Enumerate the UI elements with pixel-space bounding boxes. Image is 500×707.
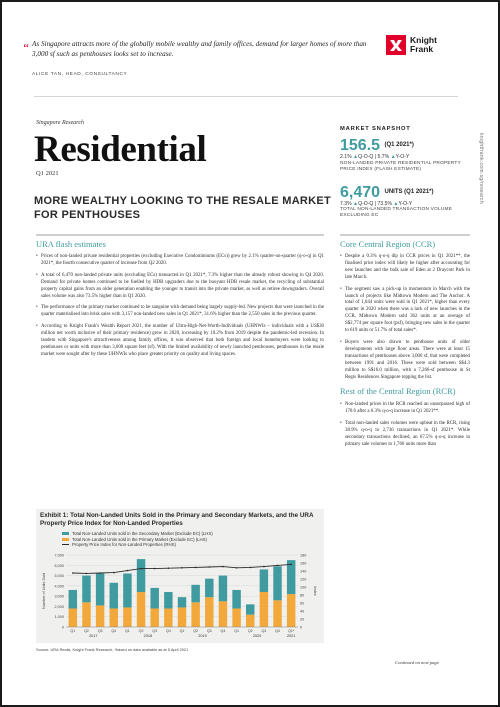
y-tick-label: 1,000 [54,615,64,620]
up-arrow-icon: ▲ [353,200,359,207]
paragraph: • Non-landed prices in the RCR reached an unsurpassed high of 170.6 after a 6.3% q-o-q increase in Q1 2021**. [340,402,470,416]
paragraph: • According to Knight Frank's Wealth Report 2021, the number of Ultra-High-Net-Worth-Individuals (UHNWIs – individuals with a US$30 million net worth inclusive of their primary residence) grew in 2020, increasing by 10.2% from 2019 despite the pandemic-led recession. In tandem with Singapore's attractiveness among family offices, it was observed that both foreign and local homebuyers were looking to penthouses or units with more than 3,000 square feet (sf). With the limited availability of newly launched penthouses, penthouses in the resale market were sought after by these UHNWIs who place greater priority on quality and living spaces. [36,324,324,359]
y-tick-label: 3,000 [54,594,64,599]
x-tick-label: Q3 [97,629,103,633]
index-point [277,565,279,567]
logo-mark-icon [386,35,406,55]
chart-source: Source: URA Realis, Knight Frank Research, *based on data available as at 5 April 2021 [36,647,189,652]
price-index-qoq: 2.1% [340,154,352,160]
y2-tick-label: 100 [300,585,307,590]
bar-primary [287,594,295,627]
snapshot-price-index [340,137,472,154]
y-tick-label: 5,000 [54,574,64,579]
bar-secondary [69,590,77,609]
chart-canvas [36,509,324,643]
units-yoy: 73.5% [377,200,392,207]
y-tick-label: 6,000 [54,563,64,568]
logo-word-frank: Frank [410,44,434,54]
bar-primary [123,607,131,627]
y-tick-label: 2,000 [54,604,64,609]
snapshot-title: MARKET SNAPSHOT [340,126,411,132]
units-sold-caption: TOTAL NON-LANDED TRANSACTION VOLUME EXCLUDING EC [340,207,453,218]
price-index-yoy: 5.7% [377,154,390,160]
legend-item-index [62,542,213,548]
units-sold-change: 7.3% ▲Q-O-Q | 73.5% ▲Y-O-Y [340,200,413,207]
units-qoq: 7.3% [340,200,352,207]
index-point [154,568,156,570]
index-point [113,572,115,574]
x-tick-label: Q2 [193,629,199,633]
y2-tick-label: 60 [300,601,305,606]
bar-secondary [232,590,240,609]
bar-primary [205,597,213,627]
index-point [290,564,292,566]
side-url-text[interactable]: knightfrank.com.sg/research [478,133,484,204]
report-period: Q1 2021 [36,170,59,177]
bar-secondary [96,574,104,606]
x-tick-label: Q4 [165,629,171,633]
up-arrow-icon: ▲ [390,154,396,160]
index-point [181,567,183,569]
x-tick-label: Q4 [111,629,117,633]
bar-primary [150,608,158,627]
logo-wordmark [410,36,437,54]
bar-secondary [287,560,295,594]
paragraph: • Total non-landed sales volumes were upbeat in the RCR, rising 38.9% q-o-q to 2,736 transactions in Q1 2021*. While secondary transactions declined, an 67.5% q-o-q increase in primary sale volumes to 1,766 units more than [340,421,470,449]
legend-label: Total Non-Landed Units sold in the Primary Market (Exclude EC) (LHS) [72,536,207,542]
report-title: Residential [34,129,207,170]
bar-secondary [150,588,158,609]
legend-label: Total Non-Landed Units sold in the Secondary Market (Exclude EC) (LHS) [72,531,213,536]
x-tick-label: Q3 [206,629,212,633]
section-divider [36,234,324,236]
bar-primary [69,608,77,627]
bar-secondary [123,574,131,608]
y-tick-label: 0 [61,625,64,630]
bar-secondary [191,585,199,602]
legend-swatch [62,544,69,545]
index-point [208,566,210,568]
quote-block [14,30,394,92]
x-year-label: 2018 [143,634,153,638]
paragraph: • Despite a 0.3% q-o-q dip in CCR prices in Q1 2021**, the finalised price index will likely be higher after accounting for new launches and the bulk sale of Eden at 2 Draycott Park in late March. [340,254,470,282]
section-divider [340,234,470,236]
index-point [222,566,224,568]
y2-tick-label: 160 [300,561,307,566]
yoy-label: Y-O-Y [395,154,410,160]
left-column [36,254,324,364]
index-point [236,567,238,569]
y2-tick-label: 140 [300,569,307,574]
y2-tick-label: 0 [300,625,303,630]
y2-tick-label: 20 [300,617,305,622]
paragraph: • The segment saw a pick-up in momentum in March with the launch of projects like Midtown Modern and The Anchor. A total of 1,044 units were sold in Q1 2021*, higher than every quarter in 2020 when there was a lack of new launches in the CCR. Midtown Modern sold 362 units at an average of S$2,774 per square foot (psf), bringing new sales in the quarter to 619 units or 51.7% of total sales*. [340,287,470,335]
logo-word-knight: Knight [410,35,437,45]
bar-secondary [205,579,213,598]
bar-secondary [260,569,268,592]
index-point [263,566,265,568]
quote-mark-icon: “ [22,40,30,55]
y2-tick-label: 180 [300,553,307,558]
x-tick-label: Q1 [179,629,185,633]
pull-quote: As Singapore attracts more of the globally mobile wealthy and family offices, demand for larger homes of more than 3,000 sf such as penthouses looks set to increase. [32,40,367,58]
x-tick-label: Q2 [247,629,253,633]
divider [34,96,458,97]
x-tick-label: Q4 [220,629,226,633]
legend-label: Property Price Index for Non-Landed Properties (RHS) [72,542,176,548]
bar-primary [191,602,199,627]
x-tick-label: Q1 [125,629,130,633]
price-index-change: 2.1% ▲Q-O-Q | 5.7% ▲Y-O-Y [340,154,410,160]
bar-primary [246,615,254,627]
bar-primary [178,607,186,627]
x-tick-label: Q1 [234,629,239,633]
yoy-label: Y-O-Y [398,200,413,207]
price-index-unit: (Q1 2021*) [384,142,414,148]
exhibit-chart [36,509,324,643]
units-sold-unit: UNITS (Q1 2021*) [384,188,434,195]
y2-axis-label: Index [313,586,317,596]
bar-primary [232,608,240,627]
index-point [195,567,197,569]
continued-note: Continued on next page [395,660,439,665]
up-arrow-icon: ▲ [353,154,359,160]
paragraph: • Buyers were also drawn to penthouse units of older developments with large floor areas. There were at least 15 transactions of penthouses above 3,000 sf, that were completed between 1991 and 2016. These were sold between S$4.3 million to S$16.0 million, with a 7,266-sf penthouse in St Regis Residences Singapore topping the list. [340,340,470,381]
index-line [73,564,291,573]
paragraph: • The performance of the primary market continued to be sanguine with demand being largely supply-led. New projects that were launched in the quarter materialised into brisk sales with 3,157 non-landed new sales in Q1 2021*, 31.6% higher than the 2,550 sales in the previous quarter. [36,305,324,319]
market-snapshot [340,126,472,219]
section-heading-rcr: Rest of the Central Region (RCR) [340,386,456,397]
bar-secondary [164,592,172,608]
x-tick-label: Q2 [84,629,89,633]
y2-tick-label: 40 [300,609,305,614]
bar-primary [260,592,268,627]
chart-title: Exhibit 1: Total Non-Landed Units Sold in the Primary and Secondary Markets, and the URA Property Price Index for Non-Landed Properties [40,512,314,527]
bar-primary [219,601,227,627]
legend-swatch [62,532,69,535]
index-point [140,568,142,570]
report-kicker: Singapore Research [36,120,85,126]
bar-secondary [178,597,186,607]
bar-secondary [246,604,254,614]
x-year-label: 2017 [89,634,98,638]
section-heading-ccr: Core Central Region (CCR) [340,239,436,249]
price-index-value: 156.5 [340,137,381,154]
right-column [340,254,470,454]
bar-primary [137,592,145,627]
snapshot-units-sold [340,184,472,201]
price-index-caption: NON-LANDED PRIVATE RESIDENTIAL PROPERTY PRICE INDEX (FLASH ESTIMATE) [340,160,461,172]
x-year-label: 2021 [286,634,296,638]
report-headline: MORE WEALTHY LOOKING TO THE RESALE MARKET FOR PENTHOUSES [34,195,332,221]
bar-secondary [82,576,90,603]
section-heading-ura: URA flash estimates [36,239,106,249]
knight-frank-logo[interactable] [386,35,466,59]
bar-primary [82,602,90,627]
units-sold-value: 6,470 [340,183,381,201]
x-tick-label: Q3 [152,629,158,633]
paragraph: • Prices of non-landed private residential properties (excluding Executive Condominiums (ECs)) grew by 2.1% quarter-on-quarter (q-o-q) in Q1 2021*, the fourth consecutive quarter of increase from Q2 2020. [36,254,324,268]
bar-primary [110,608,118,627]
index-point [99,572,101,574]
y-tick-label: 4,000 [54,584,64,589]
index-point [168,567,170,569]
index-point [86,573,88,575]
side-url[interactable] [476,130,486,250]
paragraph: • A total of 6,470 non-landed private units (excluding ECs) transacted in Q1 2021*, 7.3% higher than the already robust showing in Q4 2020. Demand for private homes continued to be fuelled by HDB upgraders due to the buoyant HDB resale market, the recycling of substantial property capital gains from an older generation enabling the younger to transit into the private market, as well as retiree downgraders. Overall sales volume was also 73.5% higher than in Q1 2020. [36,273,324,301]
qoq-label: Q-O-Q [358,154,374,160]
x-tick-label: Q1* [288,629,295,633]
bar-primary [273,600,281,627]
x-tick-label: Q4 [275,629,280,633]
bar-secondary [137,559,145,592]
bar-secondary [110,583,118,609]
bar-secondary [219,576,227,602]
y2-tick-label: 80 [300,593,305,598]
x-tick-label: Q3 [261,629,267,633]
y-tick-label: 7,000 [54,553,64,558]
up-arrow-icon: ▲ [393,200,399,207]
bar-primary [164,608,172,627]
index-point [249,567,251,569]
y-axis-label: Number of Units Sold [42,572,46,610]
index-point [72,572,74,574]
legend-swatch [62,538,69,541]
x-tick-label: Q2 [138,629,144,633]
index-point [127,570,129,572]
x-year-label: 2020 [252,634,262,638]
x-year-label: 2019 [198,634,207,638]
x-tick-label: Q1 [70,629,76,633]
qoq-label: Q-O-Q [358,200,374,207]
y2-tick-label: 120 [300,577,307,582]
bar-secondary [273,566,281,600]
bar-primary [96,605,104,627]
quote-attribution: ALICE TAN, HEAD, CONSULTANCY [32,72,128,77]
chart-legend [62,531,213,548]
